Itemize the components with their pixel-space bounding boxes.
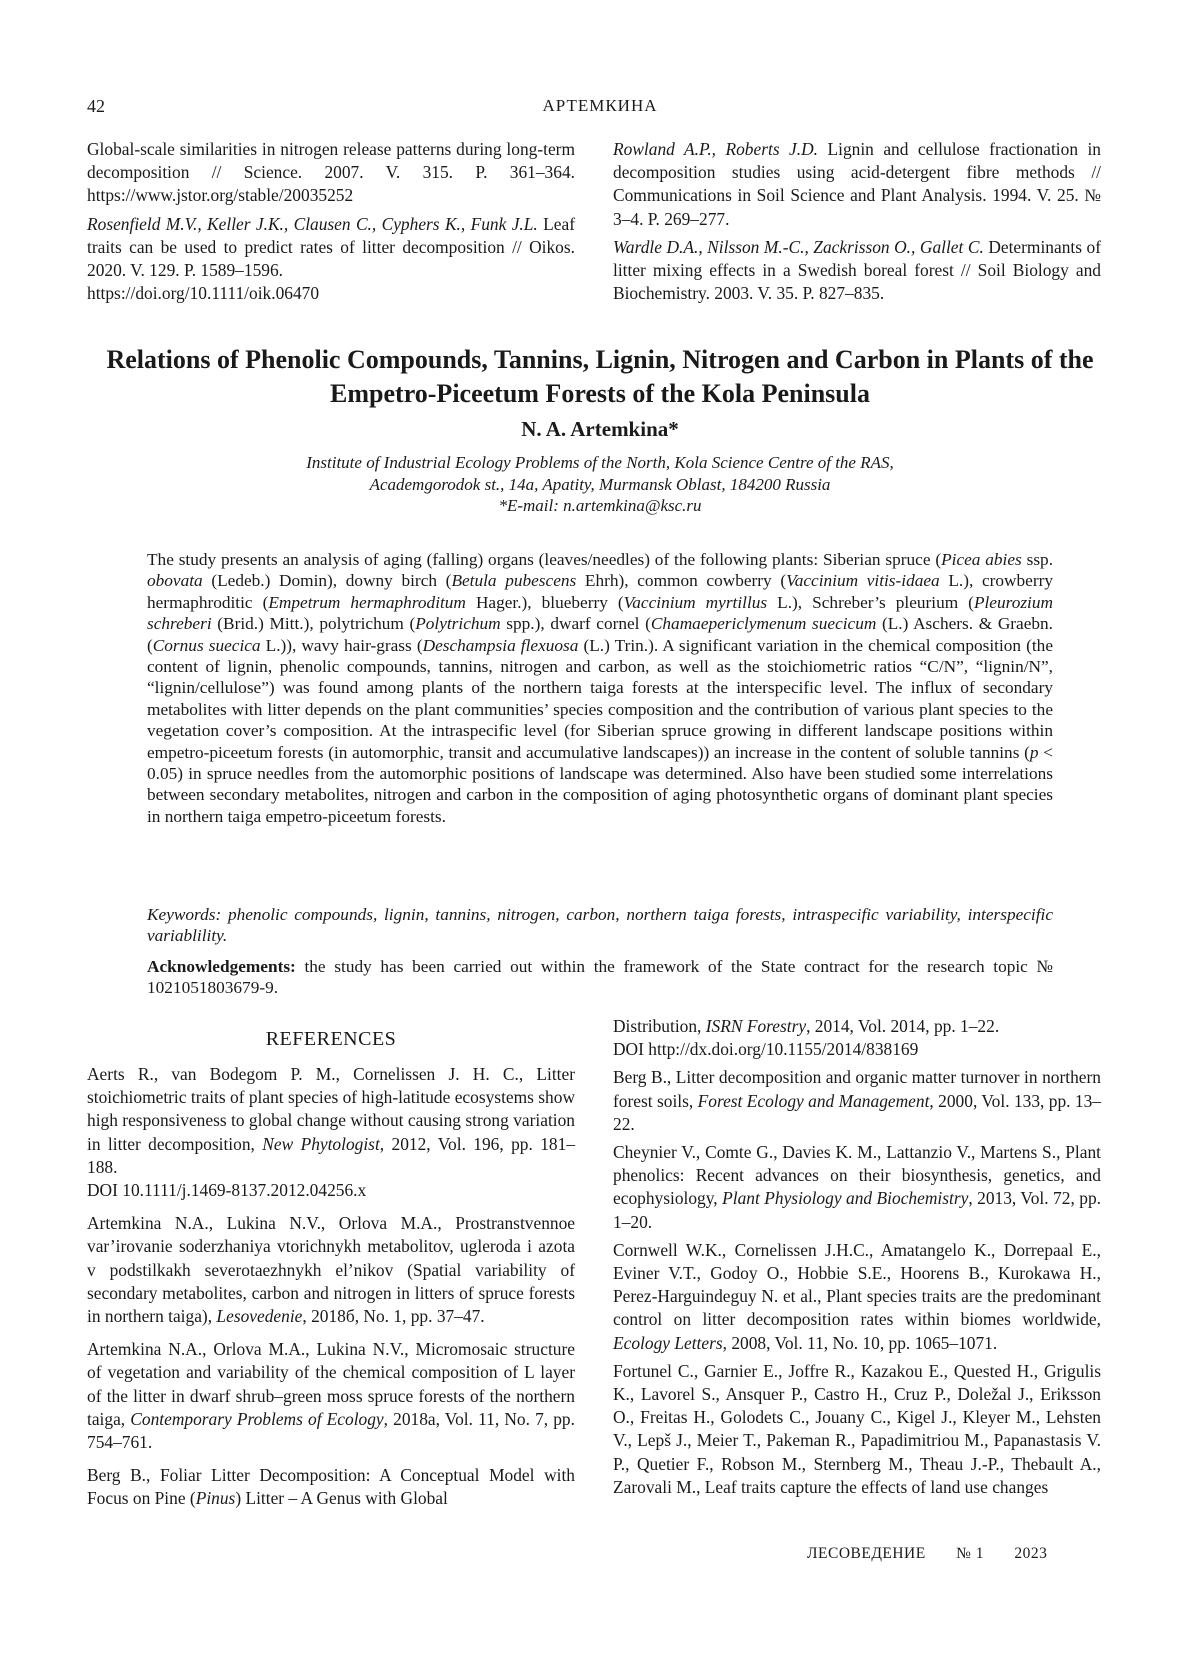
reference-entry: Global-scale similarities in nitrogen release patterns during long-term decomposition // Science. 2007. V. 315. P. 361–364. https://www.jstor.org/stable/20035252 <box>87 138 575 208</box>
acknowledgements: Acknowledgements: the study has been carried out within the framework of the State contract for the research topic № 1021051803679-9. <box>147 956 1053 999</box>
reference-entry: Berg B., Litter decomposition and organic matter turnover in northern forest soils, Forest Ecology and Management, 2000, Vol. 133, pp. 13–22. <box>613 1066 1101 1136</box>
keywords: Keywords: phenolic compounds, lignin, tannins, nitrogen, carbon, northern taiga forests, intraspecific variability, interspecific variablility. <box>147 904 1053 947</box>
reference-entry: Artemkina N.A., Orlova M.A., Lukina N.V., Micromosaic structure of vegetation and variability of the chemical composition of L layer of the litter in dwarf shrub–green moss spruce forests of the northern taiga, Contemporary Problems of Ecology, 2018a, Vol. 11, No. 7, pp. 754–761. <box>87 1338 575 1454</box>
reference-entry: Cheynier V., Comte G., Davies K. M., Lattanzio V., Martens S., Plant phenolics: Recent advances on their biosynthesis, genetics, and ecophysiology, Plant Physiology and Biochemistry, 2013, Vol. 72, pp. 1–20. <box>613 1141 1101 1234</box>
reference-entry: Aerts R., van Bodegom P. M., Cornelissen J. H. C., Litter stoichiometric traits of plant species of high-latitude ecosystems show high responsiveness to global change without causing strong variation in litter decomposition, New Phytologist, 2012, Vol. 196, pp. 181–188. DOI 10.1111/j.1469-8137.2012.04256.x <box>87 1063 575 1202</box>
reference-doi: DOI http://dx.doi.org/10.1155/2014/838169 <box>613 1039 918 1059</box>
article-author: N. A. Artemkina* <box>0 417 1200 442</box>
author-email: *E-mail: n.artemkina@ksc.ru <box>120 495 1080 517</box>
references-left-column <box>87 1063 575 1516</box>
reference-entry: Fortunel C., Garnier E., Joffre R., Kazakou E., Quested H., Grigulis K., Lavorel S., Ansquer P., Castro H., Cruz P., Doležal J., Eriksson O., Freitas H., Golodets C., Jouany C., Kigel J., Kleyer M., Lehsten V., Lepš J., Meier T., Pakeman R., Papadimitriou M., Papanastasis V. P., Quetier F., Robson M., Sternberg M., Theau J.-P., Thebault A., Zarovali M., Leaf traits capture the effects of land use changes <box>613 1360 1101 1499</box>
top-left-references <box>87 138 575 310</box>
footer-journal: ЛЕСОВЕДЕНИЕ <box>807 1545 926 1562</box>
reference-entry: Wardle D.A., Nilsson M.-C., Zackrisson O., Gallet C. Determinants of litter mixing effects in a Swedish boreal forest // Soil Biology and Biochemistry. 2003. V. 35. P. 827–835. <box>613 236 1101 306</box>
journal-page <box>0 0 1200 1669</box>
page-number: 42 <box>87 96 105 117</box>
references-right-column <box>613 1015 1101 1504</box>
references-heading: REFERENCES <box>87 1028 575 1051</box>
reference-entry: Distribution, ISRN Forestry, 2014, Vol. 2014, pp. 1–22. DOI http://dx.doi.org/10.1155/2014/838169 <box>613 1015 1101 1061</box>
reference-entry: Rowland A.P., Roberts J.D. Lignin and cellulose fractionation in decomposition studies using acid-detergent fibre methods // Communications in Soil Science and Plant Analysis. 1994. V. 25. № 3–4. P. 269–277. <box>613 138 1101 231</box>
page-footer <box>807 1545 1073 1563</box>
running-title: АРТЕМКИНА <box>0 96 1200 116</box>
reference-entry: Artemkina N.A., Lukina N.V., Orlova M.A., Prostranstvennoe var’irovanie soderzhaniya vtorichnykh metabolitov, ugleroda i azota v podstilkakh severotaezhnykh el’nikov (Spatial variability of secondary metabolites, carbon and nitrogen in litters of spruce forests in northern taiga), Lesovedenie, 2018б, No. 1, pp. 37–47. <box>87 1212 575 1328</box>
footer-issue: № 1 <box>956 1545 984 1562</box>
top-right-references <box>613 138 1101 310</box>
reference-url: https://doi.org/10.1111/oik.06470 <box>87 283 319 303</box>
reference-entry: Rosenfield M.V., Keller J.K., Clausen C., Cyphers K., Funk J.L. Leaf traits can be used to predict rates of litter decomposition // Oikos. 2020. V. 129. P. 1589–1596. https://doi.org/10.1111/oik.06470 <box>87 213 575 306</box>
abstract: The study presents an analysis of aging (falling) organs (leaves/needles) of the following plants: Siberian spruce (Picea abies ssp. obovata (Ledeb.) Domin), downy birch (Betula pubescens Ehrh), common cowberry (Vaccinium vitis-idaea L.), crowberry hermaphroditic (Empetrum hermaphroditum Hager.), blueberry (Vaccinium myrtillus L.), Schreber’s pleurium (Pleurozium schreberi (Brid.) Mitt.), polytrichum (Polytrichum spp.), dwarf cornel (Chamaepericlymenum suecicum (L.) Aschers. & Graebn. (Cornus suecica L.)), wavy hair-grass (Deschampsia flexuosa (L.) Trin.). A significant variation in the chemical composition (the content of lignin, phenolic compounds, tannins, nitrogen and carbon, as well as the stoichiometric ratios “C/N”, “lignin/N”, “lignin/cellulose”) was found among plants of the northern taiga forests at the interspecific level. The influx of secondary metabolites with litter depends on the plant communities’ species composition and the contribution of various plant species to the vegetation cover’s composition. At the intraspecific level (for Siberian spruce growing in different landscape positions within empetro-piceetum forests (in automorphic, transit and accumulative landscapes)) an increase in the content of soluble tannins (p < 0.05) in spruce needles from the automorphic positions of landscape was determined. Also have been studied some interrelations between secondary metabolites, nitrogen and carbon in the composition of aging photosynthetic organs of dominant plant species in northern taiga empetro-piceetum forests. <box>147 549 1053 827</box>
reference-entry: Cornwell W.K., Cornelissen J.H.C., Amatangelo K., Dorrepaal E., Eviner V.T., Godoy O., Hobbie S.E., Hoorens B., Kurokawa H., Perez-Harguindeguy N. et al., Plant species traits are the predominant control on litter decomposition rates within biomes worldwide, Ecology Letters, 2008, Vol. 11, No. 10, pp. 1065–1071. <box>613 1239 1101 1355</box>
reference-entry: Berg B., Foliar Litter Decomposition: A Conceptual Model with Focus on Pine (Pinus) Litter – A Genus with Global <box>87 1464 575 1510</box>
article-title: Relations of Phenolic Compounds, Tannins, Lignin, Nitrogen and Carbon in Plants of the Empetro-Piceetum Forests of the Kola Peninsula <box>100 343 1100 411</box>
reference-doi: DOI 10.1111/j.1469-8137.2012.04256.x <box>87 1180 366 1200</box>
author-affiliation: Institute of Industrial Ecology Problems of the North, Kola Science Centre of the RAS, Academgorodok st., 14a, Apatity, Murmansk Oblast, 184200 Russia *E-mail: n.artemkina@ksc.ru <box>120 452 1080 517</box>
footer-year: 2023 <box>1014 1545 1047 1562</box>
